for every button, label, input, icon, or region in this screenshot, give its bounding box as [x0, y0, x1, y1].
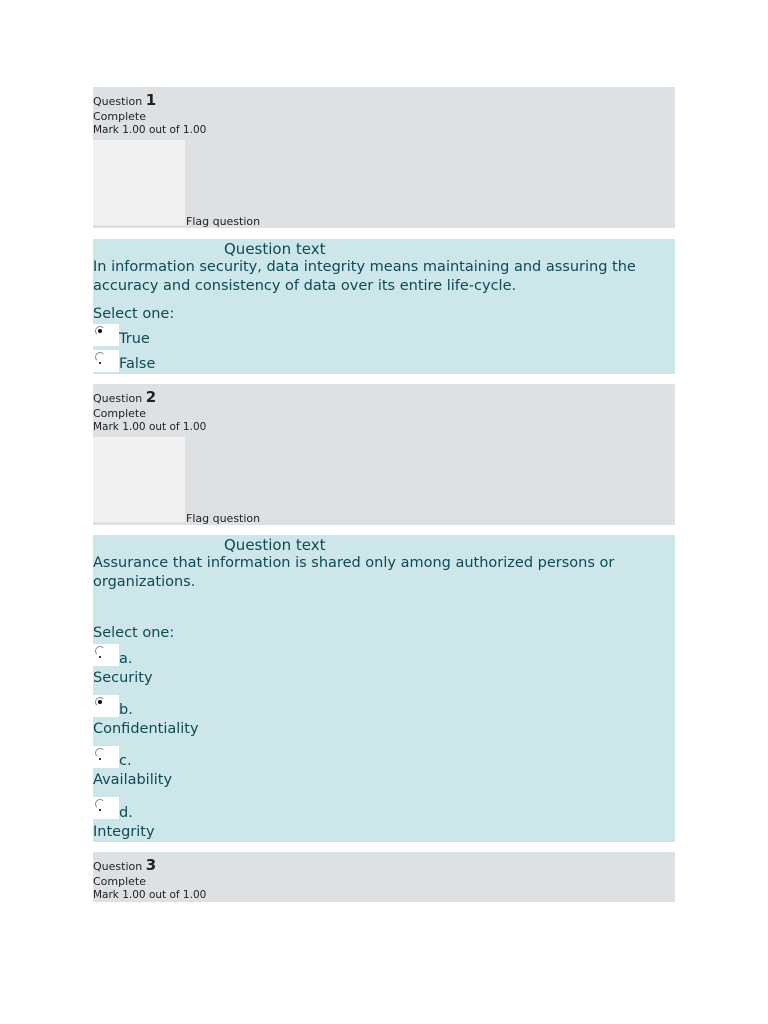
question-text-heading: Question text	[224, 536, 326, 554]
answer-label[interactable]: d.	[119, 805, 133, 821]
radio-checked-icon[interactable]	[95, 697, 105, 707]
select-one-prompt: Select one:	[93, 625, 175, 641]
question-text: Assurance that information is shared only among authorized persons or organizations.	[93, 555, 615, 590]
answer-radio[interactable]	[93, 350, 119, 372]
radio-unchecked-icon[interactable]	[95, 646, 105, 656]
question-state: Complete	[93, 875, 147, 888]
question-number: Question 1	[93, 91, 157, 109]
question-info	[93, 87, 675, 228]
question-state: Complete	[93, 110, 147, 123]
question-number: Question 2	[93, 388, 157, 406]
answer-text[interactable]: Confidentiality	[93, 721, 199, 737]
answer-label[interactable]: c.	[119, 753, 132, 769]
question-grade: Mark 1.00 out of 1.00	[93, 421, 207, 433]
flag-question-link[interactable]: Flag question	[186, 215, 261, 228]
question-info	[93, 384, 675, 525]
answer-text[interactable]: Security	[93, 670, 153, 686]
answer-label[interactable]: True	[119, 331, 150, 347]
select-one-prompt: Select one:	[93, 306, 175, 322]
radio-unchecked-icon[interactable]	[95, 748, 105, 758]
flag-icon[interactable]	[93, 140, 185, 225]
radio-unchecked-icon[interactable]	[95, 352, 105, 362]
answer-radio[interactable]	[93, 644, 119, 666]
question-formulation	[93, 239, 675, 374]
answer-radio[interactable]	[93, 695, 119, 717]
question-grade: Mark 1.00 out of 1.00	[93, 889, 207, 901]
radio-checked-icon[interactable]	[95, 326, 105, 336]
answer-label[interactable]: b.	[119, 702, 133, 718]
answer-text[interactable]: Availability	[93, 772, 173, 788]
answer-radio[interactable]	[93, 797, 119, 819]
question-state: Complete	[93, 407, 147, 420]
answer-radio[interactable]	[93, 746, 119, 768]
answer-label[interactable]: False	[119, 356, 156, 372]
question-text-heading: Question text	[224, 240, 326, 258]
question-number: Question 3	[93, 856, 157, 874]
question-formulation	[93, 535, 675, 842]
answer-label[interactable]: a.	[119, 651, 133, 667]
radio-unchecked-icon[interactable]	[95, 799, 105, 809]
answer-text[interactable]: Integrity	[93, 824, 155, 840]
answer-radio[interactable]	[93, 324, 119, 346]
question-grade: Mark 1.00 out of 1.00	[93, 124, 207, 136]
flag-icon[interactable]	[93, 437, 185, 522]
question-info	[93, 852, 675, 902]
flag-question-link[interactable]: Flag question	[186, 512, 261, 525]
question-text: In information security, data integrity means maintaining and assuring the accuracy and consistency of data over its entire life-cycle.	[93, 259, 636, 294]
